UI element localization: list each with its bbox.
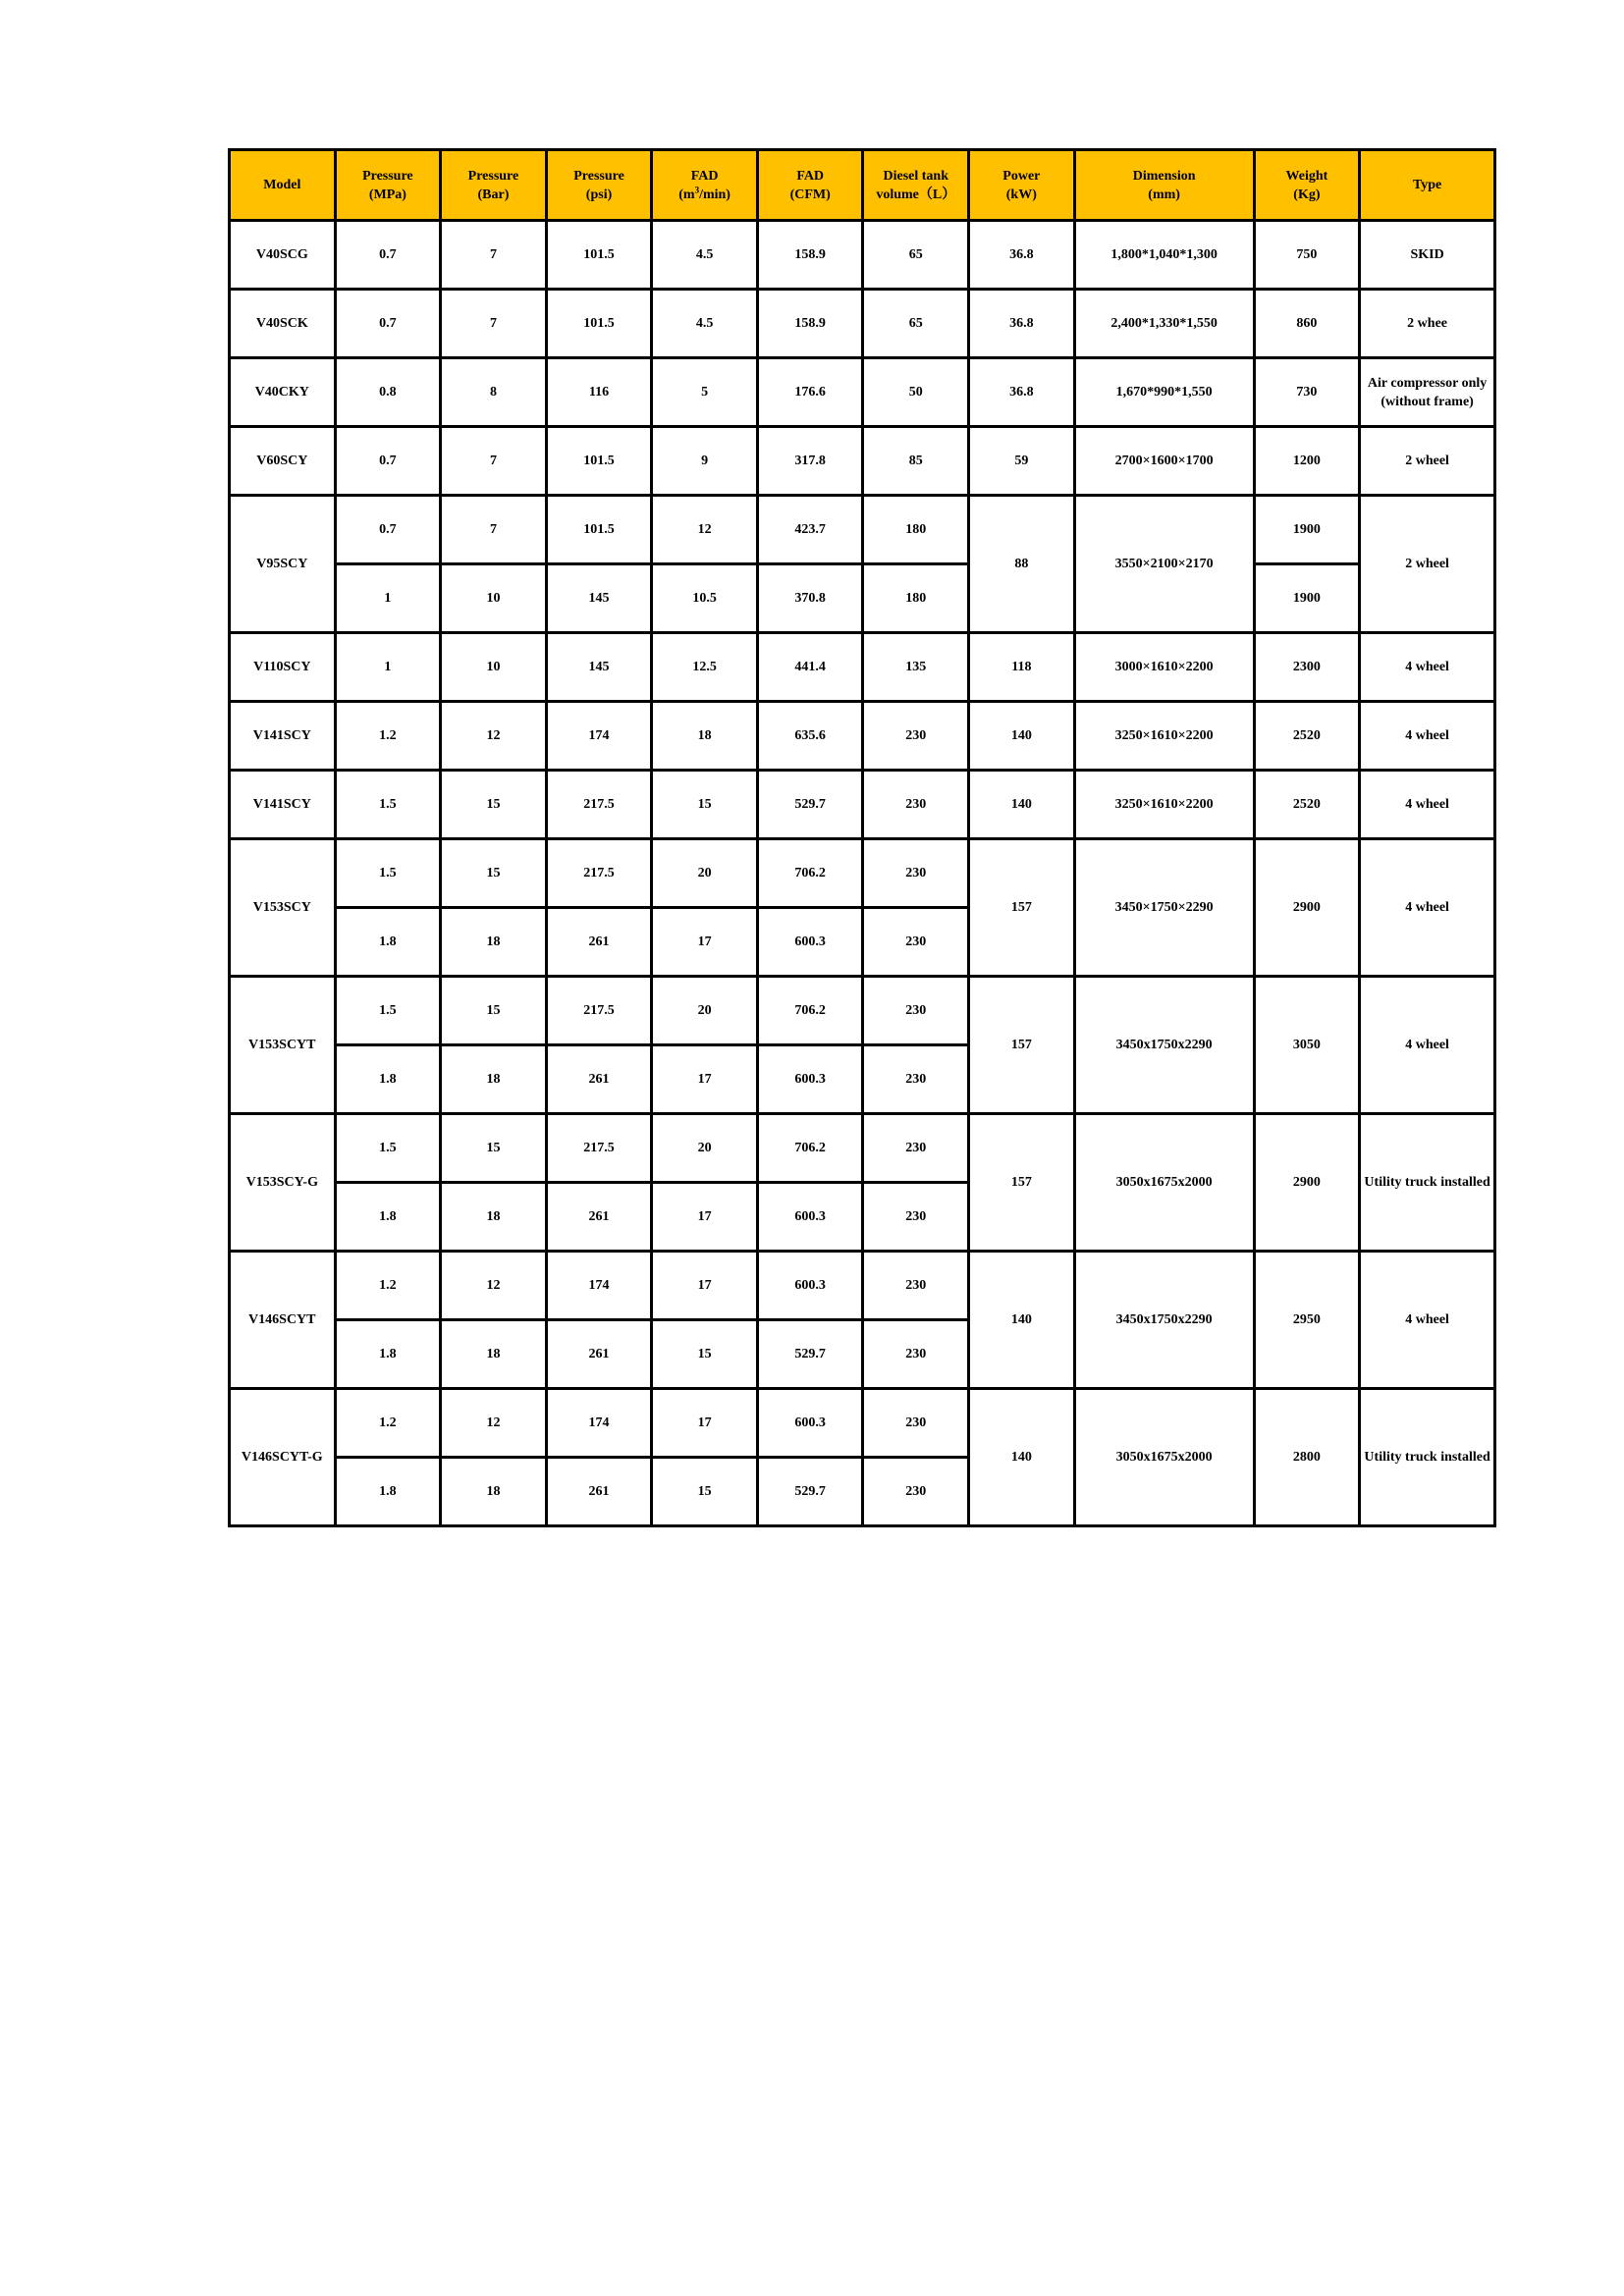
header-unit: (kW) <box>1005 187 1037 202</box>
pressure-mpa-cell: 1.8 <box>335 908 441 977</box>
diesel-tank-cell: 230 <box>863 839 969 908</box>
fad-m3-cell: 15 <box>652 1320 758 1389</box>
weight-cell: 730 <box>1254 358 1360 427</box>
diesel-tank-cell: 180 <box>863 496 969 564</box>
pressure-mpa-cell: 0.7 <box>335 290 441 358</box>
pressure-mpa-cell: 1.8 <box>335 1045 441 1114</box>
fad-cfm-cell: 176.6 <box>757 358 863 427</box>
weight-cell: 750 <box>1254 221 1360 290</box>
power-cell: 140 <box>969 702 1075 771</box>
header-label: Pressure <box>467 168 519 184</box>
unit-prefix: (m <box>678 187 695 202</box>
pressure-mpa-cell: 1.5 <box>335 977 441 1045</box>
table-row <box>230 427 1495 496</box>
pressure-mpa-cell: 0.7 <box>335 496 441 564</box>
diesel-tank-cell: 230 <box>863 1252 969 1320</box>
pressure-mpa-cell: 1.2 <box>335 1252 441 1320</box>
pressure-bar-cell: 18 <box>441 1320 547 1389</box>
power-cell: 140 <box>969 771 1075 839</box>
pressure-mpa-cell: 1.2 <box>335 702 441 771</box>
weight-cell: 2800 <box>1254 1389 1360 1526</box>
table-row <box>230 358 1495 427</box>
type-cell: 4 wheel <box>1360 633 1495 702</box>
unit-exponent: 3 <box>694 184 700 194</box>
fad-cfm-cell: 600.3 <box>757 1389 863 1458</box>
header-unit: (MPa) <box>368 187 406 202</box>
pressure-mpa-cell: 0.7 <box>335 221 441 290</box>
header-dimension <box>1074 150 1254 221</box>
type-cell: Air compressor only (without frame) <box>1360 358 1495 427</box>
pressure-bar-cell: 18 <box>441 1045 547 1114</box>
weight-cell: 2520 <box>1254 702 1360 771</box>
power-cell: 157 <box>969 977 1075 1114</box>
pressure-bar-cell: 15 <box>441 839 547 908</box>
weight-cell: 860 <box>1254 290 1360 358</box>
power-cell: 59 <box>969 427 1075 496</box>
pressure-mpa-cell: 1.5 <box>335 1114 441 1183</box>
fad-m3-cell: 12 <box>652 496 758 564</box>
diesel-tank-cell: 230 <box>863 771 969 839</box>
header-diesel-tank <box>863 150 969 221</box>
pressure-psi-cell: 116 <box>546 358 652 427</box>
pressure-bar-cell: 10 <box>441 633 547 702</box>
dimension-cell: 2700×1600×1700 <box>1074 427 1254 496</box>
unit-suffix: /min) <box>699 187 731 202</box>
pressure-psi-cell: 217.5 <box>546 839 652 908</box>
spec-table <box>228 148 1496 1527</box>
header-pressure-bar <box>441 150 547 221</box>
pressure-psi-cell: 217.5 <box>546 977 652 1045</box>
diesel-tank-cell: 230 <box>863 702 969 771</box>
header-unit: (Kg) <box>1293 187 1321 202</box>
pressure-bar-cell: 18 <box>441 908 547 977</box>
dimension-cell: 3050x1675x2000 <box>1074 1389 1254 1526</box>
model-cell: V40SCG <box>230 221 336 290</box>
header-unit: (Bar) <box>477 187 510 202</box>
fad-cfm-cell: 529.7 <box>757 1458 863 1526</box>
header-label: Power <box>1002 168 1041 184</box>
pressure-bar-cell: 10 <box>441 564 547 633</box>
pressure-bar-cell: 15 <box>441 771 547 839</box>
pressure-bar-cell: 7 <box>441 496 547 564</box>
diesel-tank-cell: 85 <box>863 427 969 496</box>
fad-m3-cell: 20 <box>652 977 758 1045</box>
power-cell: 36.8 <box>969 358 1075 427</box>
table-row <box>230 290 1495 358</box>
power-cell: 140 <box>969 1389 1075 1526</box>
pressure-psi-cell: 174 <box>546 702 652 771</box>
header-label: Diesel tank <box>883 168 948 184</box>
pressure-bar-cell: 12 <box>441 702 547 771</box>
header-unit: (psi) <box>585 187 613 202</box>
table-row <box>230 1389 1495 1458</box>
pressure-mpa-cell: 1.5 <box>335 839 441 908</box>
diesel-tank-cell: 50 <box>863 358 969 427</box>
power-cell: 88 <box>969 496 1075 633</box>
table-row <box>230 221 1495 290</box>
weight-cell: 2300 <box>1254 633 1360 702</box>
weight-cell: 2900 <box>1254 839 1360 977</box>
model-cell: V60SCY <box>230 427 336 496</box>
type-cell: 4 wheel <box>1360 977 1495 1114</box>
pressure-bar-cell: 7 <box>441 221 547 290</box>
pressure-mpa-cell: 1.8 <box>335 1458 441 1526</box>
weight-cell: 1900 <box>1254 496 1360 564</box>
fad-m3-cell: 4.5 <box>652 221 758 290</box>
fad-m3-cell: 20 <box>652 839 758 908</box>
weight-cell: 1900 <box>1254 564 1360 633</box>
pressure-bar-cell: 12 <box>441 1252 547 1320</box>
diesel-tank-cell: 230 <box>863 1389 969 1458</box>
header-pressure-psi <box>546 150 652 221</box>
table-row <box>230 839 1495 908</box>
header-label: FAD <box>690 168 719 184</box>
diesel-tank-cell: 230 <box>863 977 969 1045</box>
header-label: FAD <box>796 168 825 184</box>
type-cell: 4 wheel <box>1360 702 1495 771</box>
fad-cfm-cell: 423.7 <box>757 496 863 564</box>
type-cell: 4 wheel <box>1360 839 1495 977</box>
pressure-bar-cell: 18 <box>441 1183 547 1252</box>
dimension-cell: 3550×2100×2170 <box>1074 496 1254 633</box>
diesel-tank-cell: 65 <box>863 221 969 290</box>
dimension-cell: 3000×1610×2200 <box>1074 633 1254 702</box>
model-cell: V146SCYT-G <box>230 1389 336 1526</box>
header-label: Weight <box>1285 168 1328 184</box>
pressure-mpa-cell: 1 <box>335 633 441 702</box>
pressure-bar-cell: 18 <box>441 1458 547 1526</box>
model-cell: V95SCY <box>230 496 336 633</box>
fad-m3-cell: 15 <box>652 771 758 839</box>
table-row <box>230 564 1495 633</box>
dimension-cell: 3250×1610×2200 <box>1074 771 1254 839</box>
model-cell: V153SCY-G <box>230 1114 336 1252</box>
pressure-mpa-cell: 1.2 <box>335 1389 441 1458</box>
dimension-cell: 3250×1610×2200 <box>1074 702 1254 771</box>
fad-cfm-cell: 600.3 <box>757 1183 863 1252</box>
table-row <box>230 771 1495 839</box>
header-row <box>230 150 1495 221</box>
pressure-bar-cell: 7 <box>441 290 547 358</box>
type-cell: 2 wheel <box>1360 496 1495 633</box>
power-cell: 36.8 <box>969 290 1075 358</box>
diesel-tank-cell: 230 <box>863 1458 969 1526</box>
type-cell: 4 wheel <box>1360 1252 1495 1389</box>
pressure-psi-cell: 261 <box>546 1045 652 1114</box>
weight-cell: 2950 <box>1254 1252 1360 1389</box>
header-type: Type <box>1360 150 1495 221</box>
fad-m3-cell: 9 <box>652 427 758 496</box>
diesel-tank-cell: 230 <box>863 1183 969 1252</box>
pressure-psi-cell: 101.5 <box>546 427 652 496</box>
weight-cell: 2900 <box>1254 1114 1360 1252</box>
power-cell: 118 <box>969 633 1075 702</box>
header-fad-cfm <box>757 150 863 221</box>
fad-cfm-cell: 158.9 <box>757 290 863 358</box>
model-cell: V153SCY <box>230 839 336 977</box>
type-cell: Utility truck installed <box>1360 1389 1495 1526</box>
fad-m3-cell: 12.5 <box>652 633 758 702</box>
header-unit: (CFM) <box>789 187 831 202</box>
table-row <box>230 1114 1495 1183</box>
pressure-bar-cell: 7 <box>441 427 547 496</box>
fad-cfm-cell: 529.7 <box>757 1320 863 1389</box>
pressure-psi-cell: 174 <box>546 1252 652 1320</box>
fad-m3-cell: 15 <box>652 1458 758 1526</box>
pressure-psi-cell: 261 <box>546 1320 652 1389</box>
dimension-cell: 1,670*990*1,550 <box>1074 358 1254 427</box>
pressure-psi-cell: 101.5 <box>546 496 652 564</box>
type-cell: Utility truck installed <box>1360 1114 1495 1252</box>
pressure-mpa-cell: 1.8 <box>335 1320 441 1389</box>
pressure-mpa-cell: 0.7 <box>335 427 441 496</box>
type-cell: 4 wheel <box>1360 771 1495 839</box>
fad-cfm-cell: 600.3 <box>757 1252 863 1320</box>
fad-cfm-cell: 706.2 <box>757 839 863 908</box>
model-cell: V141SCY <box>230 702 336 771</box>
fad-m3-cell: 4.5 <box>652 290 758 358</box>
diesel-tank-cell: 230 <box>863 1320 969 1389</box>
diesel-tank-cell: 180 <box>863 564 969 633</box>
fad-cfm-cell: 441.4 <box>757 633 863 702</box>
dimension-cell: 3450x1750x2290 <box>1074 1252 1254 1389</box>
model-cell: V40SCK <box>230 290 336 358</box>
fad-cfm-cell: 600.3 <box>757 1045 863 1114</box>
type-cell: 2 wheel <box>1360 427 1495 496</box>
diesel-tank-cell: 65 <box>863 290 969 358</box>
diesel-tank-cell: 230 <box>863 1114 969 1183</box>
weight-cell: 3050 <box>1254 977 1360 1114</box>
header-weight <box>1254 150 1360 221</box>
fad-cfm-cell: 317.8 <box>757 427 863 496</box>
fad-m3-cell: 17 <box>652 908 758 977</box>
fad-m3-cell: 17 <box>652 1183 758 1252</box>
type-cell: SKID <box>1360 221 1495 290</box>
pressure-mpa-cell: 1 <box>335 564 441 633</box>
table-row <box>230 1252 1495 1320</box>
fad-cfm-cell: 370.8 <box>757 564 863 633</box>
model-cell: V110SCY <box>230 633 336 702</box>
fad-cfm-cell: 600.3 <box>757 908 863 977</box>
table-row <box>230 702 1495 771</box>
fad-m3-cell: 17 <box>652 1389 758 1458</box>
dimension-cell: 3450x1750x2290 <box>1074 977 1254 1114</box>
fad-m3-cell: 10.5 <box>652 564 758 633</box>
fad-cfm-cell: 158.9 <box>757 221 863 290</box>
pressure-psi-cell: 217.5 <box>546 1114 652 1183</box>
diesel-tank-cell: 230 <box>863 1045 969 1114</box>
fad-cfm-cell: 635.6 <box>757 702 863 771</box>
power-cell: 157 <box>969 839 1075 977</box>
fad-cfm-cell: 706.2 <box>757 1114 863 1183</box>
header-unit: volume（L） <box>876 187 956 202</box>
pressure-mpa-cell: 0.8 <box>335 358 441 427</box>
weight-cell: 2520 <box>1254 771 1360 839</box>
power-cell: 140 <box>969 1252 1075 1389</box>
pressure-psi-cell: 261 <box>546 1183 652 1252</box>
diesel-tank-cell: 135 <box>863 633 969 702</box>
header-power <box>969 150 1075 221</box>
model-cell: V141SCY <box>230 771 336 839</box>
pressure-bar-cell: 15 <box>441 977 547 1045</box>
fad-m3-cell: 17 <box>652 1252 758 1320</box>
spec-table-body <box>230 221 1495 1526</box>
fad-m3-cell: 17 <box>652 1045 758 1114</box>
fad-cfm-cell: 529.7 <box>757 771 863 839</box>
pressure-mpa-cell: 1.8 <box>335 1183 441 1252</box>
power-cell: 157 <box>969 1114 1075 1252</box>
pressure-bar-cell: 12 <box>441 1389 547 1458</box>
fad-m3-cell: 20 <box>652 1114 758 1183</box>
diesel-tank-cell: 230 <box>863 908 969 977</box>
type-cell: 2 whee <box>1360 290 1495 358</box>
pressure-psi-cell: 261 <box>546 908 652 977</box>
header-unit: (mm) <box>1148 187 1180 202</box>
model-cell: V40CKY <box>230 358 336 427</box>
table-row <box>230 633 1495 702</box>
dimension-cell: 3450×1750×2290 <box>1074 839 1254 977</box>
header-pressure-mpa <box>335 150 441 221</box>
pressure-psi-cell: 174 <box>546 1389 652 1458</box>
model-cell: V153SCYT <box>230 977 336 1114</box>
header-label: Pressure <box>362 168 413 184</box>
weight-cell: 1200 <box>1254 427 1360 496</box>
pressure-mpa-cell: 1.5 <box>335 771 441 839</box>
header-model: Model <box>230 150 336 221</box>
pressure-psi-cell: 261 <box>546 1458 652 1526</box>
model-cell: V146SCYT <box>230 1252 336 1389</box>
header-label: Pressure <box>573 168 624 184</box>
fad-m3-cell: 18 <box>652 702 758 771</box>
fad-cfm-cell: 706.2 <box>757 977 863 1045</box>
table-row <box>230 496 1495 564</box>
pressure-psi-cell: 217.5 <box>546 771 652 839</box>
table-row <box>230 977 1495 1045</box>
dimension-cell: 1,800*1,040*1,300 <box>1074 221 1254 290</box>
pressure-psi-cell: 101.5 <box>546 290 652 358</box>
pressure-bar-cell: 8 <box>441 358 547 427</box>
pressure-bar-cell: 15 <box>441 1114 547 1183</box>
power-cell: 36.8 <box>969 221 1075 290</box>
fad-m3-cell: 5 <box>652 358 758 427</box>
header-unit <box>655 186 754 204</box>
pressure-psi-cell: 101.5 <box>546 221 652 290</box>
header-label: Dimension <box>1132 168 1196 184</box>
header-fad-m3 <box>652 150 758 221</box>
dimension-cell: 2,400*1,330*1,550 <box>1074 290 1254 358</box>
dimension-cell: 3050x1675x2000 <box>1074 1114 1254 1252</box>
pressure-psi-cell: 145 <box>546 633 652 702</box>
pressure-psi-cell: 145 <box>546 564 652 633</box>
